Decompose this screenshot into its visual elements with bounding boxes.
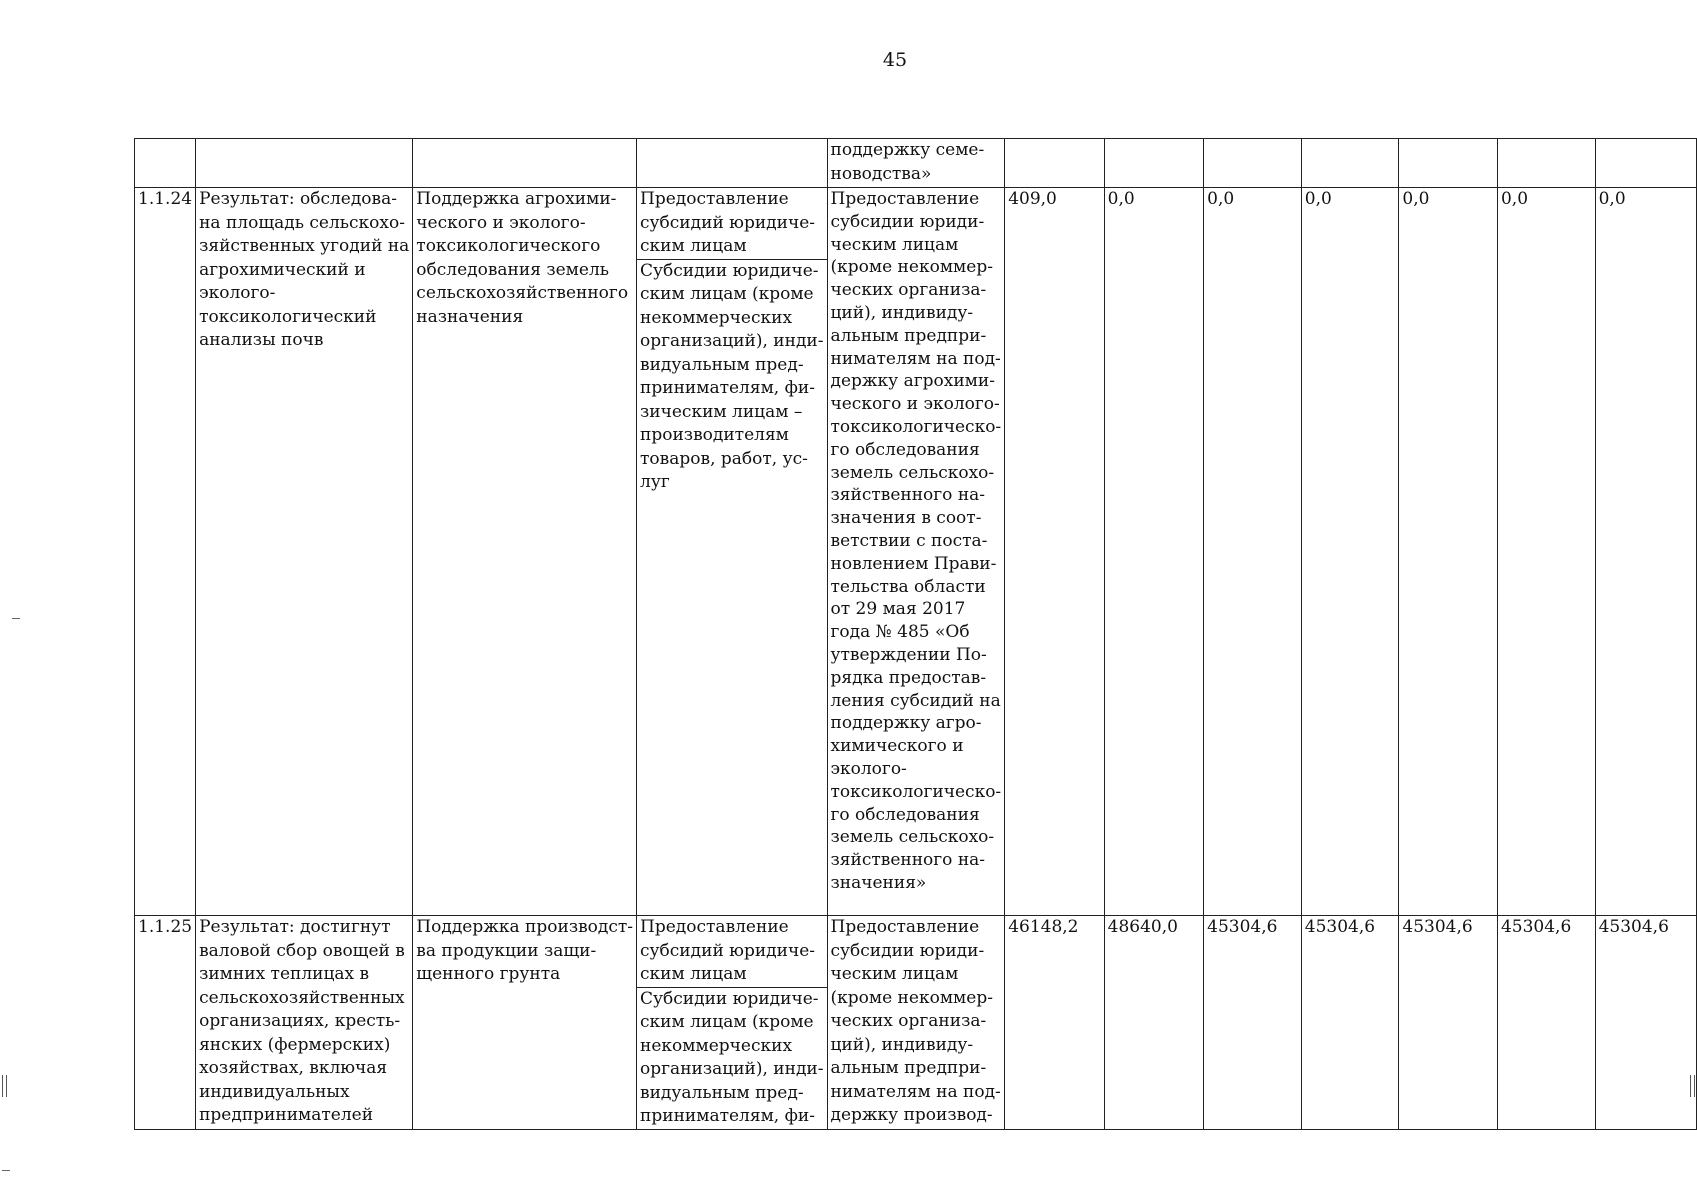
text-line: Предоставление [640,189,789,209]
text-line: земель сельскохо- [830,827,995,848]
text-line: обследования земель [416,259,610,280]
text-line: значения» [830,872,927,893]
text-line: (кроме некоммер- [830,257,993,278]
text-line: ским лицам (кроме [640,284,814,304]
cell-value: 0,0 [1595,188,1696,916]
cell-num: 1.1.25 [135,916,196,1130]
text-line: некоммерческих [640,1035,793,1056]
text-line: ветствии с поста- [830,530,988,551]
text-line: ческих организа- [830,280,987,301]
form-top [637,916,826,988]
scan-mark [1690,1075,1695,1097]
text-line: значения в соот- [830,508,982,529]
cell-value: 45304,6 [1497,916,1595,1130]
text-line: Предоставление [640,917,789,937]
text-line: организаций), инди- [640,331,824,351]
text-line: эколого- [830,758,907,779]
text-line: от 29 мая 2017 [830,599,966,620]
form-top [637,188,826,260]
text-line: года № 485 «Об [830,622,970,643]
cell-value: 0,0 [1301,188,1399,916]
text-line: принимателям, фи- [640,1106,815,1126]
text-line: некоммерческих [640,307,793,328]
text-line: янских (фермерских) [199,1034,391,1055]
text-line: альным предпри- [830,325,987,346]
text-line: субсидий юридиче- [640,940,816,961]
text-line: ческих организа- [830,1011,987,1031]
text-line: ческим лицам [830,234,959,255]
text-line: хозяйствах, включая [199,1058,388,1078]
text-line: нимателям на под- [830,348,1001,369]
text-line: Результат: достигнут [199,917,391,937]
text-line: индивидуальных [199,1081,350,1102]
text-line: рядка предостав- [830,667,987,688]
text-line: эколого- [199,283,276,303]
text-line: на площадь сельскохо- [199,212,405,233]
cell-value: 0,0 [1104,188,1203,916]
text-line: держку агрохими- [830,371,995,392]
text-line: Поддержка агрохими- [416,189,617,209]
program-table [134,138,1697,1130]
scan-mark [12,618,20,619]
text-line: новодства» [830,163,932,184]
cell-value: 46148,2 [1005,916,1104,1130]
text-line: токсикологическо- [830,781,1002,802]
text-line: держку производ- [830,1105,993,1125]
cell-value [1301,139,1399,188]
text-line: утверждении По- [830,644,987,665]
table-row-continuation [135,139,1697,188]
text-line: (кроме некоммер- [830,987,993,1008]
cell-result [196,139,413,188]
cell-desc [827,139,1005,188]
cell-value [1104,139,1203,188]
cell-event [413,139,637,188]
text-line: зяйственного на- [830,850,986,871]
text-line: субсидии юриди- [830,940,985,961]
cell-value: 0,0 [1204,188,1302,916]
scan-mark [2,1075,7,1097]
cell-desc [827,916,1005,1130]
text-line: поддержку агро- [830,713,982,734]
cell-value [1005,139,1104,188]
cell-event [413,188,637,916]
cell-value: 48640,0 [1104,916,1203,1130]
cell-value [1399,139,1498,188]
cell-event [413,916,637,1130]
text-line: зимних теплицах в [199,964,370,984]
cell-form [637,188,827,916]
text-line: тельства области [830,576,986,597]
text-line: луг [640,472,670,492]
text-line: видуальным пред- [640,1082,804,1103]
text-line: зяйственных угодий на [199,236,410,256]
text-line: ческого и эколого- [416,212,586,233]
form-bottom [637,260,826,495]
text-line: поддержку семе- [830,140,985,160]
text-line: токсикологический [199,306,377,327]
cell-value: 45304,6 [1301,916,1399,1130]
text-line: ва продукции защи- [416,940,597,961]
cell-value: 45304,6 [1399,916,1498,1130]
cell-value: 409,0 [1005,188,1104,916]
text-line: товаров, работ, ус- [640,448,808,469]
cell-value: 45304,6 [1204,916,1302,1130]
cell-form [637,139,827,188]
cell-value [1497,139,1595,188]
page-number: 45 [882,49,908,71]
text-line: земель сельскохо- [830,462,995,483]
text-line: нимателям на под- [830,1081,1001,1102]
text-line: зяйственного на- [830,485,986,506]
text-line: ским лицам (кроме [640,1012,814,1032]
text-line: ций), индивиду- [830,302,974,323]
cell-value [1595,139,1696,188]
text-line: ческим лицам [830,964,959,984]
text-line: ским лицам [640,236,747,256]
text-line: назначения [416,306,524,327]
text-line: сельскохозяйственного [416,283,629,303]
text-line: валовой сбор овощей в [199,940,405,961]
text-line: организаций), инди- [640,1059,824,1079]
cell-num: 1.1.24 [135,188,196,916]
cell-value: 45304,6 [1595,916,1696,1130]
text-line: Результат: обследова- [199,189,397,209]
text-line: агрохимический и [199,259,366,280]
text-line: производителям [640,425,789,445]
text-line: сельскохозяйственных [199,987,405,1008]
text-line: токсикологического [416,236,601,256]
text-line: предпринимателей [199,1105,374,1125]
text-line: щенного грунта [416,964,561,984]
form-bottom [637,988,826,1129]
cell-value: 0,0 [1497,188,1595,916]
text-line: Предоставление [830,189,980,209]
cell-form [637,916,827,1130]
text-line: токсикологическо- [830,416,1002,437]
text-line: альным предпри- [830,1058,987,1078]
text-line: субсидий юридиче- [640,212,816,233]
cell-result [196,916,413,1130]
cell-value [1204,139,1302,188]
text-line: ческого и эколого- [830,394,1000,415]
cell-result [196,188,413,916]
text-line: видуальным пред- [640,354,804,375]
text-line: Поддержка производст- [416,917,634,937]
text-line: организациях, кресть- [199,1011,401,1031]
text-line: принимателям, фи- [640,378,815,398]
text-line: Субсидии юридиче- [640,260,819,281]
table-row [135,188,1697,916]
text-line: ским лицам [640,964,747,984]
text-line: го обследования [830,804,980,825]
cell-value: 0,0 [1399,188,1498,916]
text-line: зическим лицам – [640,401,803,422]
text-line: го обследования [830,439,980,460]
text-line: анализы почв [199,330,324,350]
table-row [135,916,1697,1130]
text-line: субсидии юриди- [830,211,985,232]
text-line: химического и [830,736,964,757]
cell-num [135,139,196,188]
text-line: Предоставление [830,917,980,937]
text-line: ций), индивиду- [830,1034,974,1055]
text-line: ления субсидий на [830,690,1001,711]
text-line: новлением Прави- [830,553,997,574]
scan-mark [2,1170,10,1171]
text-line: Субсидии юридиче- [640,988,819,1009]
cell-desc [827,188,1005,916]
